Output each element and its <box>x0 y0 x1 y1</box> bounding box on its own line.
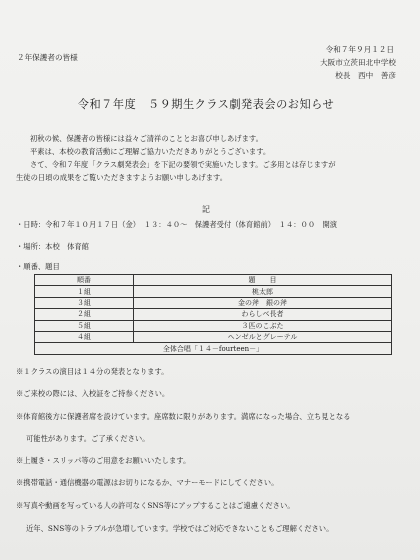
row-class: ４組 <box>35 331 134 342</box>
table-row <box>35 320 392 331</box>
header-order: 順番 <box>35 275 134 286</box>
header-title: 題 目 <box>134 275 392 286</box>
notice-title: 令和７年度 ５９期生クラス劇発表会のお知らせ <box>77 98 335 111</box>
row-play: 桃太郎 <box>134 286 392 297</box>
row-play: ヘンゼルとグレーテル <box>134 331 392 342</box>
finale-chorus: 全体合唱「１４－fourteen－」 <box>35 343 392 354</box>
table-row <box>35 286 392 297</box>
row-play: 金の斧 銀の斧 <box>134 297 392 308</box>
body-line-2: 平素は、本校の教育活動にご理解ご協力いただきありがとうございます。 <box>30 147 271 156</box>
note-pass: ※ご来校の際には、入校証をご持参ください。 <box>16 389 170 398</box>
body-line-1: 初秋の候、保護者の皆様には益々ご清祥のこととお喜び申しあげます。 <box>30 134 263 143</box>
school-name: 大阪市立茨田北中学校 <box>320 58 396 67</box>
table-finale-row <box>35 343 392 354</box>
row-play: わらしべ長者 <box>134 309 392 320</box>
ki-heading: 記 <box>202 205 210 214</box>
row-class: ３組 <box>35 297 134 308</box>
note-sns-cont: 近年、SNS等のトラブルが急増しています。学校ではご対応できないこともご理解ください。 <box>26 524 334 533</box>
principal-name: 校長 西中 善彦 <box>335 71 396 80</box>
table-row <box>35 331 392 342</box>
table-header-row <box>35 275 392 286</box>
event-datetime: ・日時：令和７年１０月１７日（金） １３：４０～ 保護者受付（体育館前） １４：００ 開演 <box>16 220 338 229</box>
order-heading: ・順番、題目 <box>16 262 60 271</box>
row-play: ３匹のこぶた <box>134 320 392 331</box>
note-seating: ※体育館後方に保護者席を設けています。座席数に限りがあります。満席になった場合、立ち見となる <box>16 412 351 421</box>
row-class: １組 <box>35 286 134 297</box>
body-line-4: 生徒の日頃の成果をご覧いただきますようお願い申しあげます。 <box>16 173 228 182</box>
row-class: ２組 <box>35 309 134 320</box>
issue-date: 令和７年９月１２日 <box>325 45 394 54</box>
body-line-3: さて、令和７年度「クラス劇発表会」を下記の要領で実施いたします。ご多用とは存じますが <box>30 160 336 169</box>
addressee: ２年保護者の皆様 <box>17 53 78 62</box>
note-sns: ※写真や動画を写っている人の許可なくSNS等にアップすることはご遠慮ください。 <box>16 501 295 510</box>
note-seating-cont: 可能性があります。ご了承ください。 <box>26 434 150 443</box>
note-phones: ※携帯電話・通信機器の電源はお切りになるか、マナーモードにしてください。 <box>16 478 279 487</box>
note-duration: ※１クラスの演目は１４分の発表となります。 <box>16 367 169 376</box>
row-class: ５組 <box>35 320 134 331</box>
program-table <box>34 274 392 355</box>
table-row <box>35 309 392 320</box>
event-place: ・場所：本校 体育館 <box>16 242 89 251</box>
note-slippers: ※上履き・スリッパ等のご用意をお願いいたします。 <box>16 456 191 465</box>
table-row <box>35 297 392 308</box>
